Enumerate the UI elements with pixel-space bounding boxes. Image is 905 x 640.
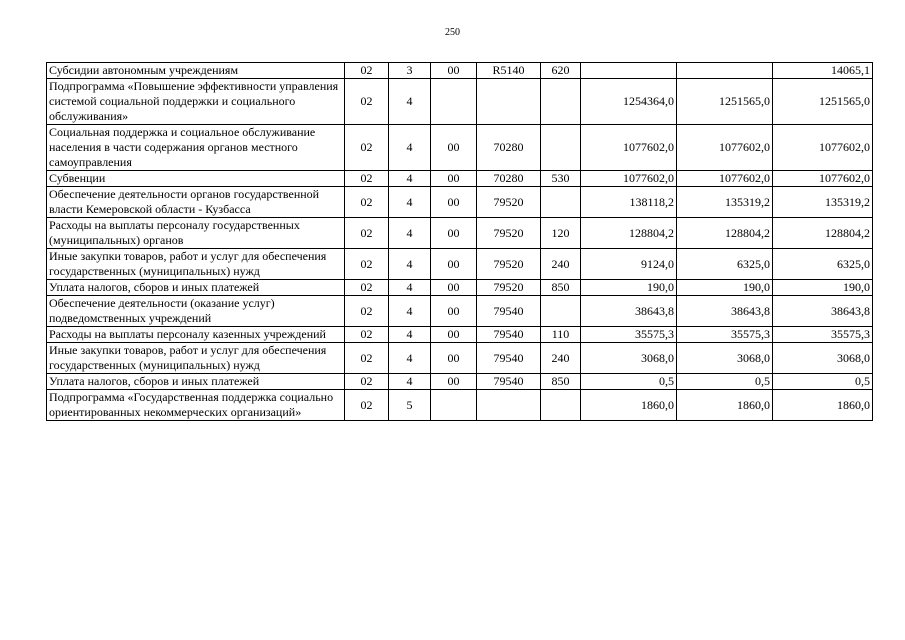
direction-code-cell xyxy=(477,390,541,421)
direction-code-cell: 79520 xyxy=(477,187,541,218)
section-code-cell: 02 xyxy=(345,171,389,187)
section-code-cell: 02 xyxy=(345,63,389,79)
table-row xyxy=(47,218,873,249)
expense-name-cell: Уплата налогов, сборов и иных платежей xyxy=(47,374,345,390)
amount-year-3-cell: 128804,2 xyxy=(773,218,873,249)
amount-year-3-cell: 1860,0 xyxy=(773,390,873,421)
program-code-cell: 00 xyxy=(431,218,477,249)
table-row xyxy=(47,79,873,125)
amount-year-1-cell: 38643,8 xyxy=(581,296,677,327)
amount-year-3-cell: 190,0 xyxy=(773,280,873,296)
direction-code-cell: R5140 xyxy=(477,63,541,79)
section-code-cell: 02 xyxy=(345,343,389,374)
amount-year-2-cell: 0,5 xyxy=(677,374,773,390)
subsection-code-cell: 3 xyxy=(389,63,431,79)
section-code-cell: 02 xyxy=(345,249,389,280)
amount-year-2-cell: 3068,0 xyxy=(677,343,773,374)
section-code-cell: 02 xyxy=(345,296,389,327)
expense-name-cell: Подпрограмма «Государственная поддержка социально ориентированных некоммерческих организаций» xyxy=(47,390,345,421)
section-code-cell: 02 xyxy=(345,327,389,343)
amount-year-3-cell: 14065,1 xyxy=(773,63,873,79)
amount-year-3-cell: 38643,8 xyxy=(773,296,873,327)
expense-type-code-cell: 620 xyxy=(541,63,581,79)
budget-table xyxy=(46,62,873,421)
expense-name-cell: Субсидии автономным учреждениям xyxy=(47,63,345,79)
subsection-code-cell: 4 xyxy=(389,249,431,280)
direction-code-cell: 70280 xyxy=(477,171,541,187)
expense-type-code-cell: 850 xyxy=(541,280,581,296)
amount-year-1-cell: 1077602,0 xyxy=(581,125,677,171)
expense-type-code-cell xyxy=(541,79,581,125)
section-code-cell: 02 xyxy=(345,218,389,249)
amount-year-3-cell: 0,5 xyxy=(773,374,873,390)
expense-type-code-cell: 240 xyxy=(541,249,581,280)
direction-code-cell: 70280 xyxy=(477,125,541,171)
expense-name-cell: Иные закупки товаров, работ и услуг для обеспечения государственных (муниципальных) нужд xyxy=(47,343,345,374)
program-code-cell: 00 xyxy=(431,187,477,218)
amount-year-1-cell: 1077602,0 xyxy=(581,171,677,187)
amount-year-3-cell: 6325,0 xyxy=(773,249,873,280)
amount-year-2-cell: 1077602,0 xyxy=(677,171,773,187)
expense-type-code-cell xyxy=(541,296,581,327)
amount-year-1-cell: 0,5 xyxy=(581,374,677,390)
direction-code-cell: 79540 xyxy=(477,343,541,374)
program-code-cell: 00 xyxy=(431,296,477,327)
table-row xyxy=(47,296,873,327)
expense-name-cell: Подпрограмма «Повышение эффективности управления системой социальной поддержки и социального обслуживания» xyxy=(47,79,345,125)
amount-year-2-cell: 1251565,0 xyxy=(677,79,773,125)
direction-code-cell: 79540 xyxy=(477,327,541,343)
amount-year-2-cell: 1077602,0 xyxy=(677,125,773,171)
amount-year-2-cell: 190,0 xyxy=(677,280,773,296)
program-code-cell: 00 xyxy=(431,249,477,280)
expense-type-code-cell: 850 xyxy=(541,374,581,390)
table-row xyxy=(47,187,873,218)
amount-year-2-cell: 128804,2 xyxy=(677,218,773,249)
expense-name-cell: Уплата налогов, сборов и иных платежей xyxy=(47,280,345,296)
table-row xyxy=(47,125,873,171)
expense-type-code-cell: 120 xyxy=(541,218,581,249)
amount-year-3-cell: 135319,2 xyxy=(773,187,873,218)
subsection-code-cell: 4 xyxy=(389,171,431,187)
subsection-code-cell: 4 xyxy=(389,374,431,390)
direction-code-cell: 79520 xyxy=(477,249,541,280)
program-code-cell: 00 xyxy=(431,63,477,79)
amount-year-2-cell: 135319,2 xyxy=(677,187,773,218)
program-code-cell: 00 xyxy=(431,374,477,390)
expense-type-code-cell: 110 xyxy=(541,327,581,343)
expense-name-cell: Расходы на выплаты персоналу государственных (муниципальных) органов xyxy=(47,218,345,249)
amount-year-2-cell: 38643,8 xyxy=(677,296,773,327)
amount-year-1-cell: 3068,0 xyxy=(581,343,677,374)
section-code-cell: 02 xyxy=(345,280,389,296)
subsection-code-cell: 4 xyxy=(389,343,431,374)
program-code-cell: 00 xyxy=(431,343,477,374)
section-code-cell: 02 xyxy=(345,187,389,218)
amount-year-3-cell: 35575,3 xyxy=(773,327,873,343)
direction-code-cell: 79540 xyxy=(477,374,541,390)
program-code-cell: 00 xyxy=(431,171,477,187)
amount-year-1-cell: 138118,2 xyxy=(581,187,677,218)
amount-year-1-cell: 1254364,0 xyxy=(581,79,677,125)
expense-name-cell: Социальная поддержка и социальное обслуживание населения в части содержания органов местного самоуправления xyxy=(47,125,345,171)
subsection-code-cell: 4 xyxy=(389,125,431,171)
expense-type-code-cell xyxy=(541,125,581,171)
direction-code-cell: 79540 xyxy=(477,296,541,327)
section-code-cell: 02 xyxy=(345,390,389,421)
amount-year-1-cell: 190,0 xyxy=(581,280,677,296)
table-row xyxy=(47,280,873,296)
expense-name-cell: Обеспечение деятельности (оказание услуг) подведомственных учреждений xyxy=(47,296,345,327)
expense-name-cell: Иные закупки товаров, работ и услуг для обеспечения государственных (муниципальных) нужд xyxy=(47,249,345,280)
table-row xyxy=(47,171,873,187)
expense-type-code-cell: 530 xyxy=(541,171,581,187)
expense-type-code-cell xyxy=(541,390,581,421)
section-code-cell: 02 xyxy=(345,79,389,125)
expense-name-cell: Обеспечение деятельности органов государственной власти Кемеровской области - Кузбасса xyxy=(47,187,345,218)
expense-name-cell: Субвенции xyxy=(47,171,345,187)
page-number: 250 xyxy=(445,27,460,38)
table-row xyxy=(47,327,873,343)
amount-year-2-cell: 1860,0 xyxy=(677,390,773,421)
subsection-code-cell: 4 xyxy=(389,79,431,125)
subsection-code-cell: 4 xyxy=(389,218,431,249)
amount-year-1-cell: 9124,0 xyxy=(581,249,677,280)
subsection-code-cell: 4 xyxy=(389,296,431,327)
table-row xyxy=(47,390,873,421)
amount-year-2-cell: 6325,0 xyxy=(677,249,773,280)
amount-year-3-cell: 1077602,0 xyxy=(773,171,873,187)
amount-year-2-cell xyxy=(677,63,773,79)
program-code-cell: 00 xyxy=(431,327,477,343)
amount-year-3-cell: 3068,0 xyxy=(773,343,873,374)
amount-year-1-cell: 128804,2 xyxy=(581,218,677,249)
section-code-cell: 02 xyxy=(345,125,389,171)
expense-type-code-cell: 240 xyxy=(541,343,581,374)
expense-type-code-cell xyxy=(541,187,581,218)
amount-year-1-cell: 35575,3 xyxy=(581,327,677,343)
amount-year-2-cell: 35575,3 xyxy=(677,327,773,343)
direction-code-cell: 79520 xyxy=(477,218,541,249)
table-row xyxy=(47,343,873,374)
amount-year-1-cell xyxy=(581,63,677,79)
subsection-code-cell: 4 xyxy=(389,187,431,218)
program-code-cell xyxy=(431,390,477,421)
subsection-code-cell: 4 xyxy=(389,280,431,296)
budget-table-body xyxy=(47,63,873,421)
direction-code-cell: 79520 xyxy=(477,280,541,296)
section-code-cell: 02 xyxy=(345,374,389,390)
direction-code-cell xyxy=(477,79,541,125)
table-row xyxy=(47,63,873,79)
amount-year-3-cell: 1077602,0 xyxy=(773,125,873,171)
program-code-cell: 00 xyxy=(431,125,477,171)
program-code-cell: 00 xyxy=(431,280,477,296)
amount-year-1-cell: 1860,0 xyxy=(581,390,677,421)
expense-name-cell: Расходы на выплаты персоналу казенных учреждений xyxy=(47,327,345,343)
subsection-code-cell: 4 xyxy=(389,327,431,343)
subsection-code-cell: 5 xyxy=(389,390,431,421)
table-row xyxy=(47,249,873,280)
table-row xyxy=(47,374,873,390)
program-code-cell xyxy=(431,79,477,125)
amount-year-3-cell: 1251565,0 xyxy=(773,79,873,125)
